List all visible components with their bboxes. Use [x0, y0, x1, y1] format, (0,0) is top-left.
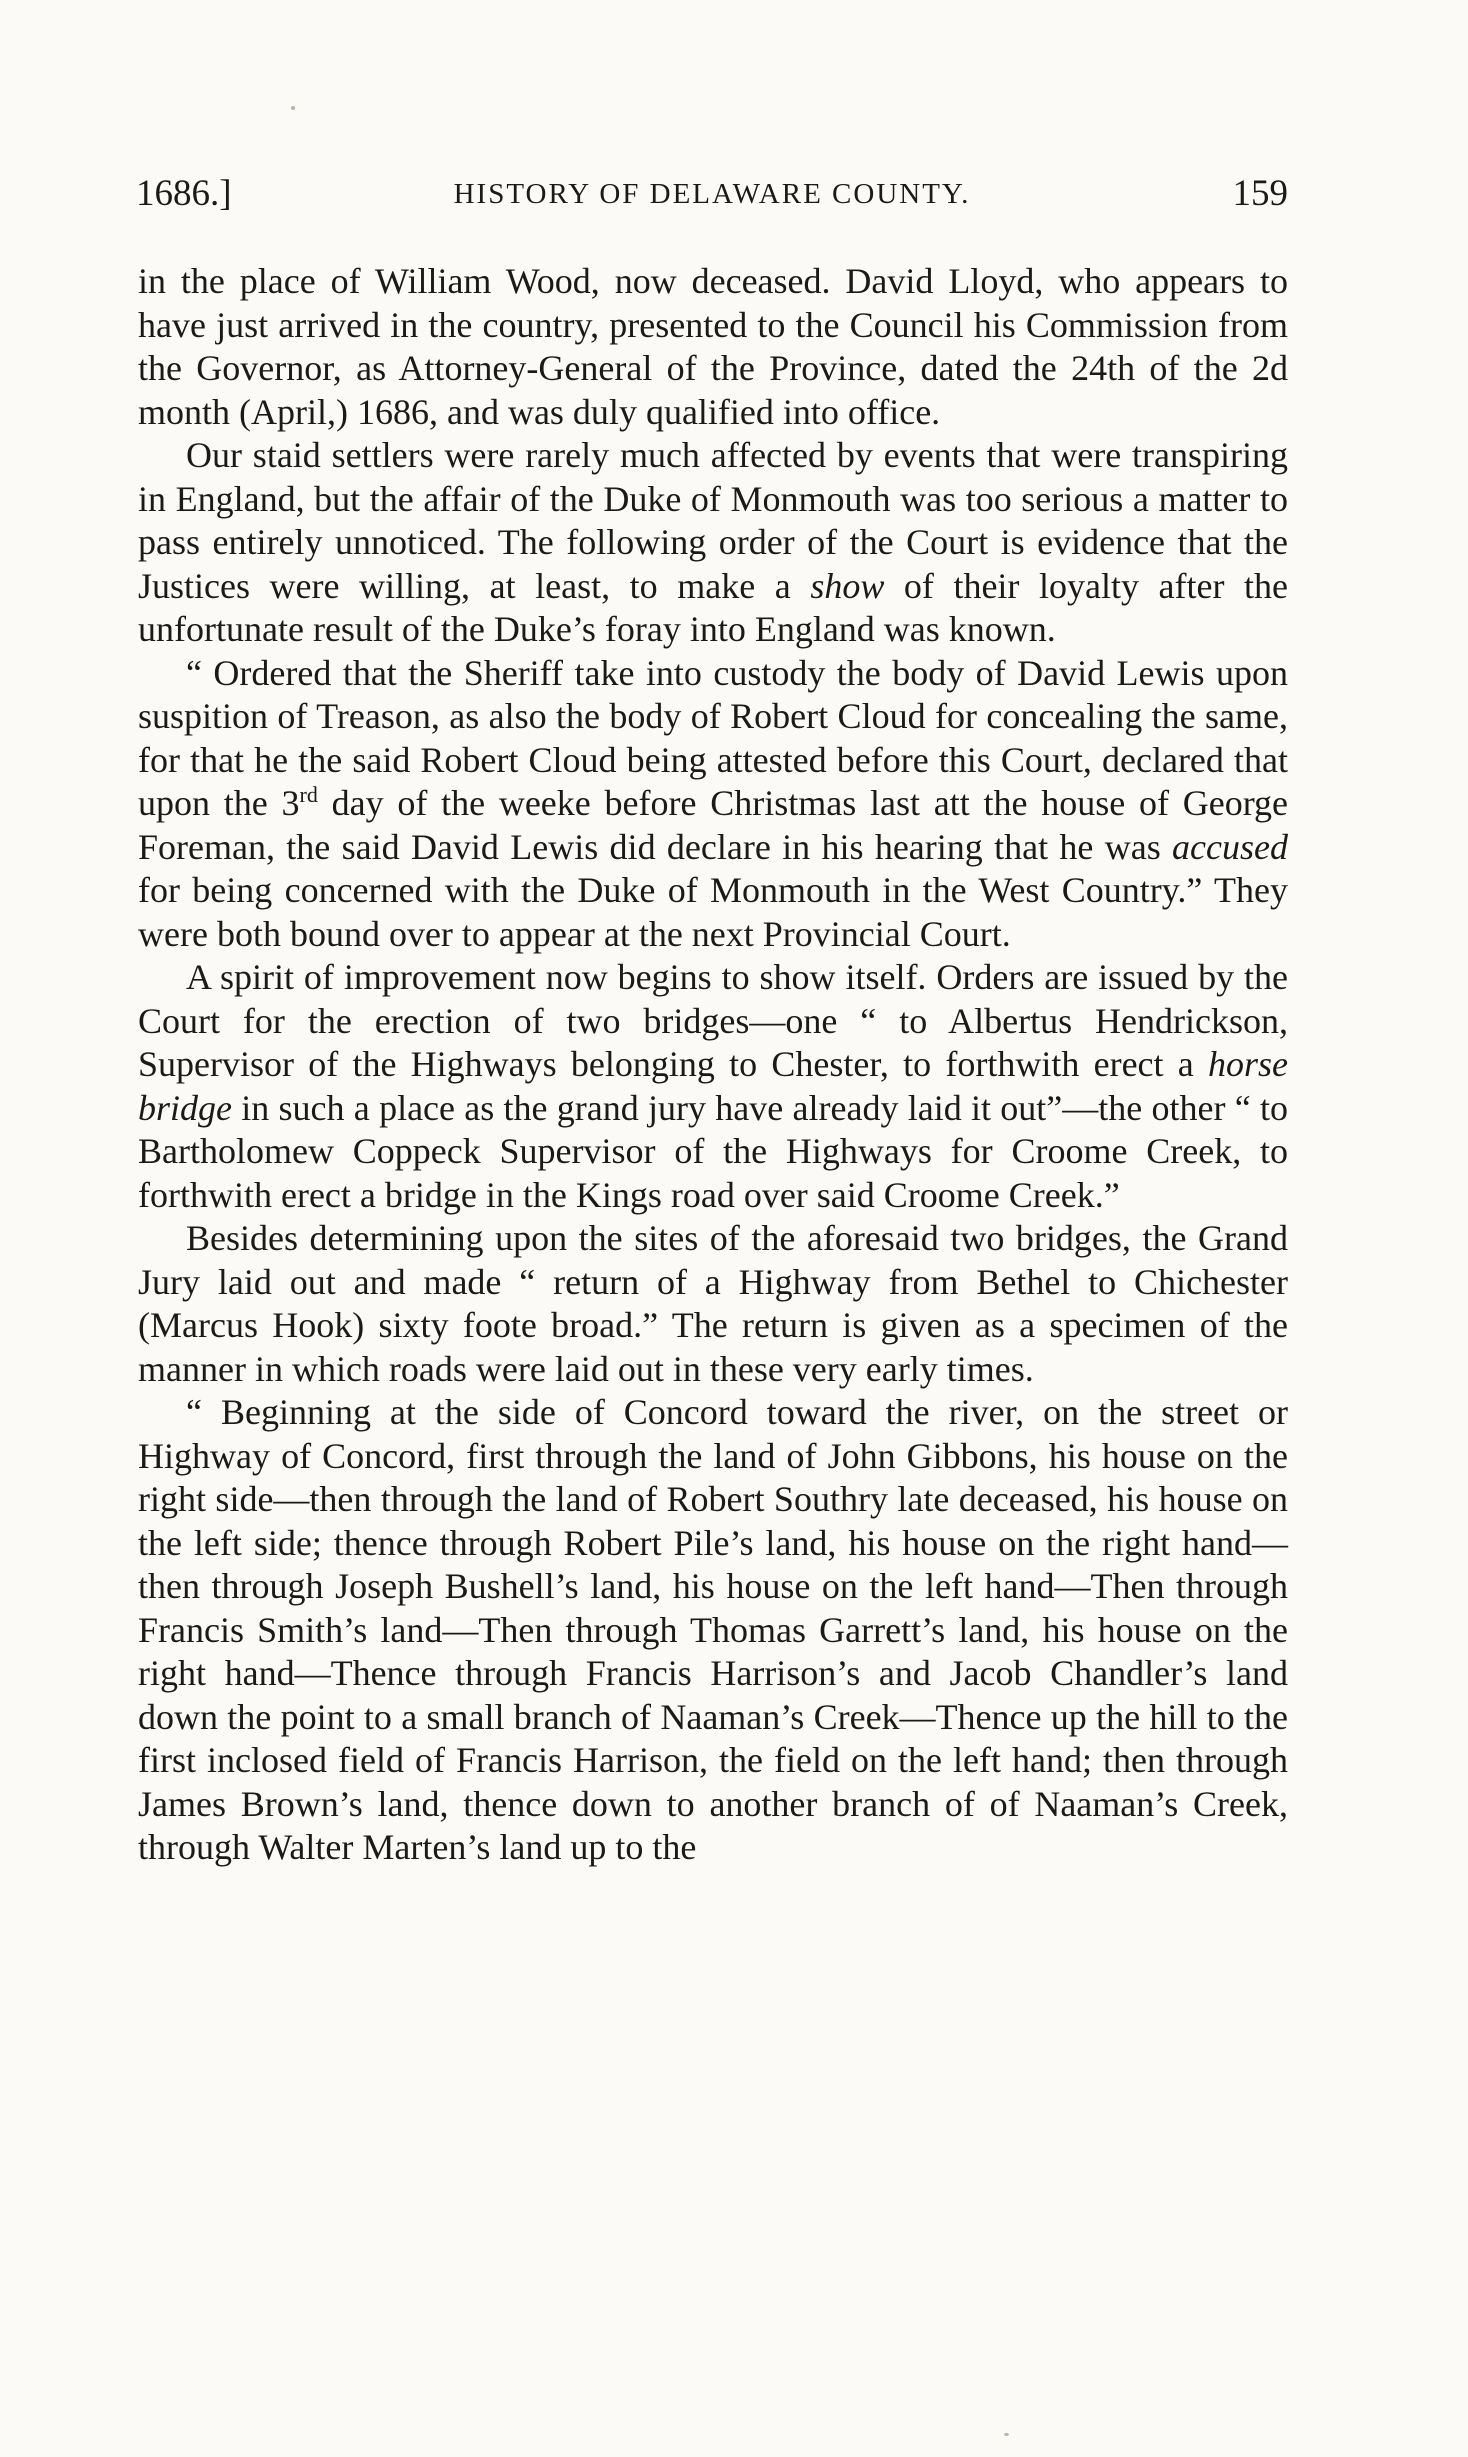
paragraph-4-text: A spirit of improvement now begins to show itself. Orders are issued by the Court for the erection of two bridges—one “ to Albertus Hendrickson, Supervisor of the Highways belonging to Chester, to forthwith erect a	[138, 957, 1288, 1084]
paragraph-3	[138, 652, 1288, 957]
paragraph-1-text: in the place of William Wood, now deceased. David Lloyd, who appears to have just arrived in the country, presented to the Council his Commission from the Governor, as Attorney-General of the Province, dated the 24th of the 2d month (April,) 1686, and was duly qualified into office.	[138, 261, 1288, 432]
paper-speck	[291, 106, 295, 110]
paragraph-2	[138, 434, 1288, 652]
paragraph-4	[138, 956, 1288, 1217]
paper-speck	[1004, 2433, 1009, 2436]
paragraph-2-text: Our staid settlers were rarely much affected by events that were transpiring in England, but the affair of the Duke of Monmouth was too serious a matter to pass entirely unnoticed. The following order of the Court is evidence that the Justices were willing, at least, to make a	[138, 435, 1288, 606]
paragraph-4-text-end: in such a place as the grand jury have already laid it out”—the other “ to Bartholomew Coppeck Supervisor of the Highways for Croome Creek, to forthwith erect a bridge in the Kings road over said Croome Creek.”	[138, 1087, 1288, 1215]
paragraph-3-text-end: for being concerned with the Duke of Monmouth in the West Country.” They were both bound over to appear at the next Provincial Court.	[138, 870, 1288, 954]
paragraph-3-emphasis: accused	[1172, 826, 1288, 867]
paragraph-3-text-mid: day of the weeke before Christmas last att the house of George Foreman, the said David Lewis did declare in his hearing that he was	[138, 783, 1289, 867]
paragraph-3-text: “ Ordered that the Sheriff take into custody the body of David Lewis upon suspition of Treason, as also the body of Robert Cloud for concealing the same, for that he the said Robert Cloud being attested before this Court, declared that upon the 3	[138, 652, 1288, 823]
running-head-year: 1686.]	[136, 173, 232, 214]
paragraph-6-text: “ Beginning at the side of Concord toward the river, on the street or Highway of Concord, first through the land of John Gibbons, his house on the right side—then through the land of Robert Southry late deceased, his house on the left side; thence through Robert Pile’s land, his house on the right hand—then through Joseph Bushell’s land, his house on the left hand—Then through Francis Smith’s land—Then through Thomas Garrett’s land, his house on the right hand—Thence through Francis Harrison’s and Jacob Chandler’s land down the point to a small branch of Naaman’s Creek—Thence up the hill to the first inclosed field of Francis Harrison, the field on the left hand; then through James Brown’s land, thence down to another branch of of Naaman’s Creek, through Walter Marten’s land up to the	[138, 1392, 1288, 1867]
ordinal-superscript: rd	[299, 782, 318, 807]
running-head-title: HISTORY OF DELAWARE COUNTY.	[453, 178, 971, 210]
paragraph-2-emphasis: show	[810, 565, 885, 606]
body-text	[138, 260, 1288, 1870]
paragraph-5	[138, 1217, 1288, 1391]
paragraph-5-text: Besides determining upon the sites of the aforesaid two bridges, the Grand Jury laid out and made “ return of a Highway from Bethel to Chichester (Marcus Hook) sixty foote broad.” The return is given as a specimen of the manner in which roads were laid out in these very early times.	[138, 1218, 1288, 1389]
running-head	[136, 170, 1288, 218]
paragraph-2-text-end: of their loyalty after the unfortunate result of the Duke’s foray into England was known.	[138, 565, 1288, 649]
paragraph-4-emphasis: horse bridge	[138, 1044, 1288, 1128]
page-number: 159	[1232, 173, 1288, 214]
paragraph-6	[138, 1391, 1288, 1870]
paragraph-1	[138, 260, 1288, 434]
